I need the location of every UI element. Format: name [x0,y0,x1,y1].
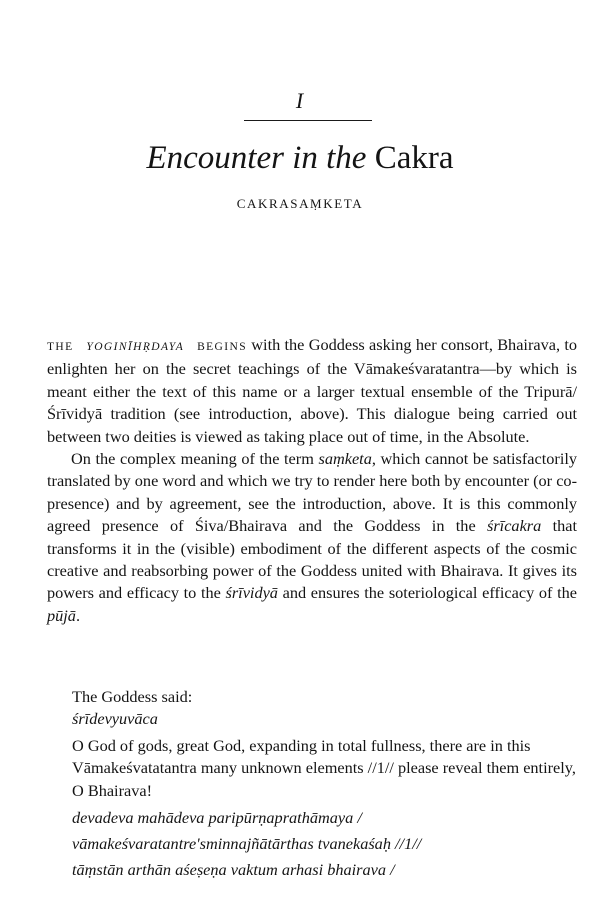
term-samketa: saṃketa [318,449,372,469]
body-text [47,334,577,627]
paragraph-2-part5: . [75,605,81,625]
chapter-title-italic: Encounter in the [146,140,367,176]
lead-word-the: THE [47,341,74,353]
term-puja: pūjā [47,605,76,625]
chapter-number: I [295,88,305,113]
verse-sanskrit-line-3: tāṃstān arthān aśeṣeṇa vaktum arhasi bhairava / [72,860,395,880]
chapter-subtitle: CAKRASAṂKETA [236,196,364,211]
paragraph-2 [47,448,577,627]
chapter-title-roman: Cakra [374,140,454,176]
verse-speaker: The Goddess said: [72,687,193,706]
term-sricakra: śrīcakra [487,516,542,536]
paragraph-1-text: with the Goddess asking her consort, Bhairava, to enlighten her on the secret teachings of the Vāmakeśvaratantra—by which is meant either the text of this name or a larger textual ensemble of the Tripurā/Śrīvidyā tradition (see introduction, above). This dialogue being carried out between two deities is viewed as taking place out of time, in the Absolute. [47,335,577,446]
paragraph-2-part4: and ensures the soteriological efficacy of the [277,583,577,603]
verse-sanskrit-line-1: devadeva mahādeva paripūrṇaprathāmaya / [72,808,362,828]
lead-word-begins: BEGINS [197,341,247,353]
verse-translation: O God of gods, great God, expanding in total fullness, there are in this Vāmakeśvatatantra many unknown elements //1// please reveal them entirely, O Bhairava! [72,735,576,800]
verse-block [72,686,577,882]
paragraph-2-part2: , which cannot be satisfactorily translated by one word and which we try to render here both by encounter (or co-presence) and by agreement, see the introduction, above. It is this commonly agreed presence of Śiva/Bhairava and the Goddess in the [47,449,578,536]
paragraph-1 [47,334,577,448]
paragraph-2-part1: On the complex meaning of the term [71,449,319,469]
chapter-title [0,138,600,178]
paragraph-2-part3: that transforms it in the (visible) embodiment of the different aspects of the cosmic creative and reabsorbing power of the Goddess united with Bhairava. It gives its powers and efficacy to the [47,516,577,603]
verse-speaker-sanskrit: śrīdevyuvāca [72,709,158,729]
term-srividya: śrīvidyā [225,583,278,603]
lead-word-yoginihrdaya: YOGINĪHṚDAYA [86,341,185,353]
chapter-rule [244,120,372,121]
verse-sanskrit-line-2: vāmakeśvaratantre'sminnajñātārthas tvanekaśaḥ //1// [72,834,422,854]
